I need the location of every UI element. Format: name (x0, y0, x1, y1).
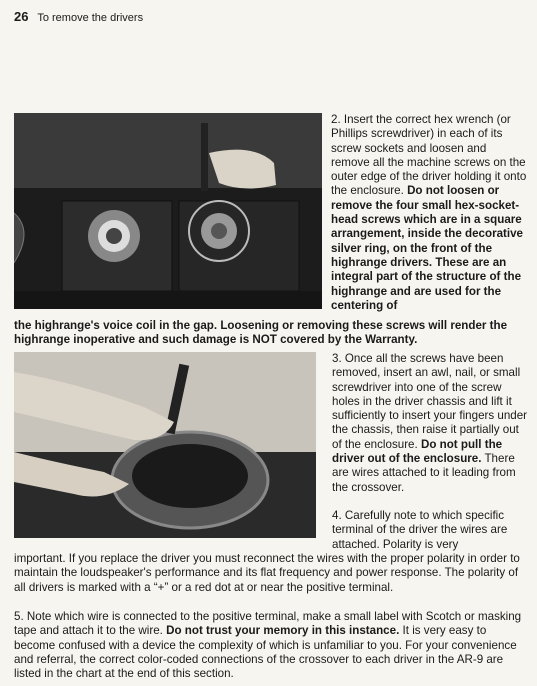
step-2-warning: Do not loosen or remove the four small hex-socket-head screws which are in a square arrangement, inside the decorative silver ring, on the front of the highrange drivers. These are an integral part of the structure of the highrange and are used for the centering of (331, 184, 524, 312)
photo-hex-wrench-highrange (14, 113, 322, 309)
step-3-warning: Do not pull the driver out of the enclosure. (332, 437, 503, 466)
step-2-warning-continued: the highrange's voice coil in the gap. Loosening or removing these screws will render the highrange inoperative and such damage is NOT covered by the Warranty. (14, 319, 508, 347)
step-3-text: 3. Once all the screws have been removed, insert an awl, nail, or small screwdriver into one of the screw holes in the driver chassis and lift it sufficiently to insert your fingers under the chassis, then raise it partially out of the enclosure. Do not pull the driver out of the enclosure. There are wires attached to it leading from the crossover. (332, 352, 528, 494)
page-title: To remove the drivers (37, 12, 144, 24)
photo-lifting-driver (14, 352, 316, 538)
step-5-warning: Do not trust your memory in this instance. (166, 624, 400, 638)
page-number: 26 (14, 9, 29, 24)
step-4-text: 4. Carefully note to which specific terminal of the driver the wires are attached. Polarity is very (332, 509, 508, 551)
step-4-text-continued: important. If you replace the driver you must reconnect the wires with the proper polarity in order to maintain the loudspeaker's performance and its flat frequency and power response. The polarity of all drivers is marked with a “+” or a red dot at or near the positive terminal. (14, 552, 520, 594)
step-5-text: 5. Note which wire is connected to the positive terminal, make a small label with Scotch or masking tape and attach it to the wire. Do not trust your memory in this instance. It is very easy to become confused with a device the complexity of which is unfamiliar to you. For your convenience and referral, the correct color-coded connections of the crossover to each driver in the AR-9 are listed in the chart at the end of this section. (14, 610, 522, 681)
page-header (14, 9, 143, 24)
step-2-text: 2. Insert the correct hex wrench (or Phillips screwdriver) in each of its screw sockets and loosen and remove all the machine screws on the outer edge of the driver holding it onto the enclosure. Do not loosen or remove the four small hex-socket-head screws which are in a square arrangement, inside the decorative silver ring, on the front of the highrange drivers. These are an integral part of the structure of the highrange and are used for the centering of (331, 113, 527, 312)
